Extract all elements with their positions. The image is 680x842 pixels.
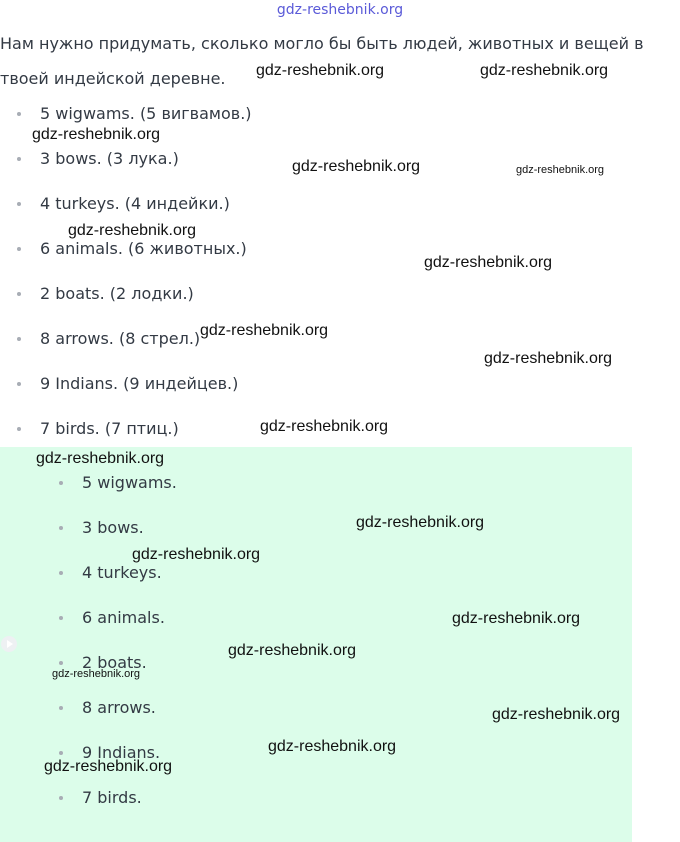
translated-items-list xyxy=(0,96,252,456)
watermark: gdz-reshebnik.org xyxy=(484,350,613,367)
bullet-icon xyxy=(17,382,21,386)
bullet-icon xyxy=(17,112,21,116)
list-item-text: 8 arrows. (8 стрел.) xyxy=(40,329,201,348)
list-item-text: 2 boats. (2 лодки.) xyxy=(40,284,194,303)
answer-item-text: 6 animals. xyxy=(82,608,165,627)
list-item xyxy=(0,782,177,827)
watermark: gdz-reshebnik.org xyxy=(492,706,621,723)
bullet-icon xyxy=(59,616,63,620)
watermark: gdz-reshebnik.org xyxy=(36,450,165,467)
bullet-icon xyxy=(17,337,21,341)
play-icon[interactable] xyxy=(1,636,17,652)
watermark: gdz-reshebnik.org xyxy=(292,158,421,175)
list-item xyxy=(0,366,252,411)
list-item xyxy=(0,276,252,321)
bullet-icon xyxy=(59,751,63,755)
bullet-icon xyxy=(17,427,21,431)
bullet-icon xyxy=(17,292,21,296)
list-item xyxy=(0,467,177,512)
watermark: gdz-reshebnik.org xyxy=(44,758,173,775)
watermark: gdz-reshebnik.org xyxy=(32,126,161,143)
list-item-text: 9 Indians. (9 индейцев.) xyxy=(40,374,239,393)
site-header-link[interactable]: gdz-reshebnik.org xyxy=(276,2,404,18)
watermark: gdz-reshebnik.org xyxy=(256,62,385,79)
bullet-icon xyxy=(17,247,21,251)
watermark: gdz-reshebnik.org xyxy=(132,546,261,563)
watermark: gdz-reshebnik.org xyxy=(200,322,329,339)
list-item-text: 7 birds. (7 птиц.) xyxy=(40,419,179,438)
list-item-text: 4 turkeys. (4 индейки.) xyxy=(40,194,230,213)
answer-item-text: 8 arrows. xyxy=(82,698,156,717)
bullet-icon xyxy=(17,202,21,206)
watermark: gdz-reshebnik.org xyxy=(52,668,141,680)
bullet-icon xyxy=(59,706,63,710)
intro-text: Нам нужно придумать, сколько могло бы быть людей, животных и вещей в твоей индейской деревне. xyxy=(0,34,644,88)
watermark: gdz-reshebnik.org xyxy=(268,738,397,755)
bullet-icon xyxy=(17,157,21,161)
answer-item-text: 3 bows. xyxy=(82,518,144,537)
bullet-icon xyxy=(59,481,63,485)
answer-item-text: 2 boats. xyxy=(82,653,147,672)
watermark: gdz-reshebnik.org xyxy=(228,642,357,659)
answer-item-text: 4 turkeys. xyxy=(82,563,162,582)
list-item-text: 6 animals. (6 животных.) xyxy=(40,239,247,258)
bullet-icon xyxy=(59,526,63,530)
bullet-icon xyxy=(59,796,63,800)
watermark: gdz-reshebnik.org xyxy=(260,418,389,435)
answer-item-text: 7 birds. xyxy=(82,788,142,807)
bullet-icon xyxy=(59,661,63,665)
list-item-text: 3 bows. (3 лука.) xyxy=(40,149,179,168)
watermark: gdz-reshebnik.org xyxy=(480,62,609,79)
watermark: gdz-reshebnik.org xyxy=(68,222,197,239)
watermark: gdz-reshebnik.org xyxy=(356,514,485,531)
watermark: gdz-reshebnik.org xyxy=(424,254,553,271)
answer-item-text: 5 wigwams. xyxy=(82,473,177,492)
list-item xyxy=(0,141,252,186)
list-item xyxy=(0,692,177,737)
list-item-text: 5 wigwams. (5 вигвамов.) xyxy=(40,104,252,123)
watermark: gdz-reshebnik.org xyxy=(516,164,605,176)
watermark: gdz-reshebnik.org xyxy=(452,610,581,627)
answer-item-text: 9 Indians. xyxy=(82,743,161,762)
list-item xyxy=(0,602,177,647)
bullet-icon xyxy=(59,571,63,575)
